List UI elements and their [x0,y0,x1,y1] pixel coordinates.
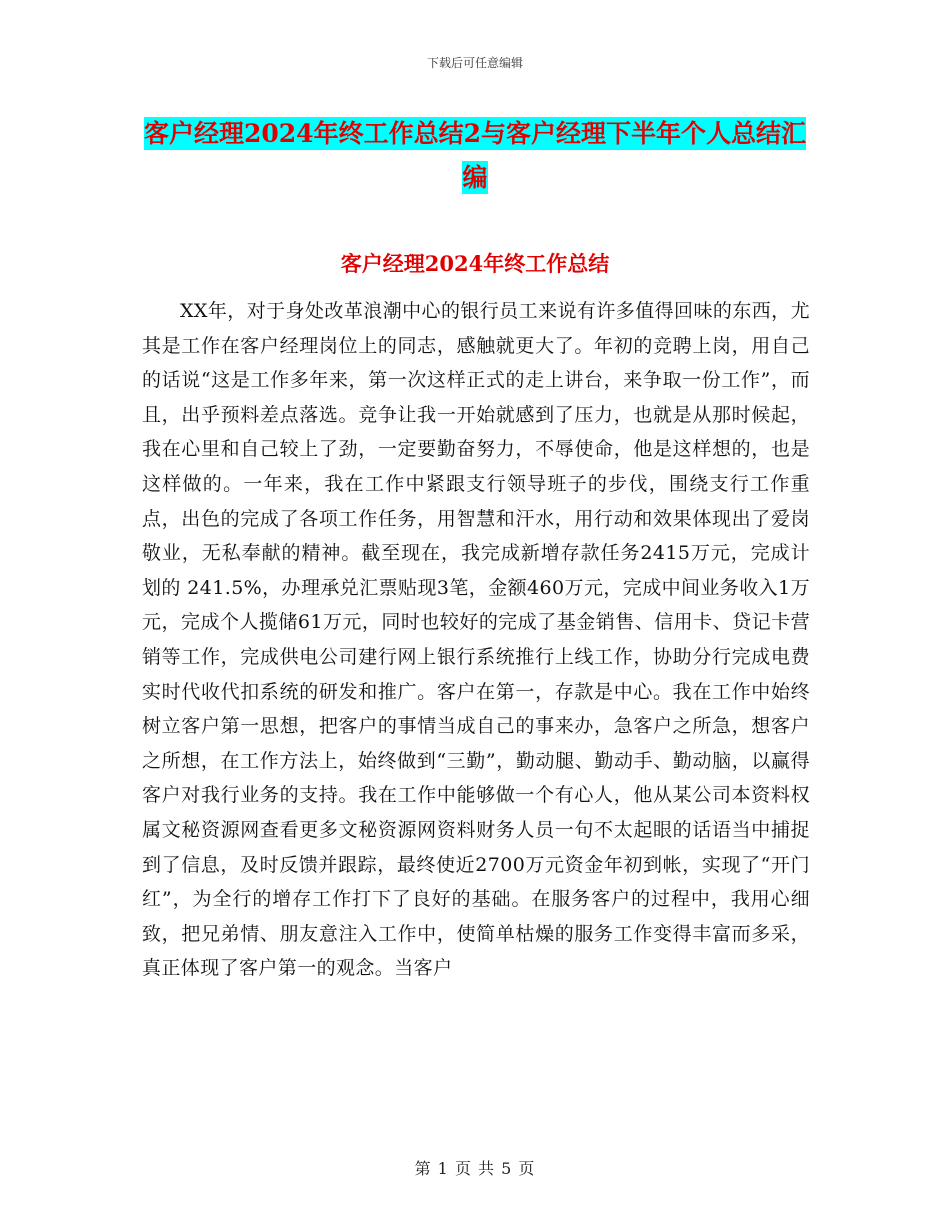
document-title-text: 客户经理2024年终工作总结2与客户经理下半年个人总结汇编 [144,119,806,192]
section-title: 客户经理2024年终工作总结 [340,251,610,276]
page-footer: 第 1 页 共 5 页 [414,1159,536,1178]
body-paragraph: XX年，对于身处改革浪潮中心的银行员工来说有许多值得回味的东西，尤其是工作在客户经理岗位上的同志，感触就更大了。年初的竞聘上岗，用自己的话说“这是工作多年来，第一次这样正式的走上讲台，来争取一份工作”，而且，出乎预料差点落选。竞争让我一开始就感到了压力，也就是从那时候起，我在心里和自己较上了劲，一定要勤奋努力，不辱使命，他是这样想的，也是这样做的。一年来，我在工作中紧跟支行领导班子的步伐，围绕支行工作重点，出色的完成了各项工作任务，用智慧和汗水，用行动和效果体现出了爱岗敬业，无私奉献的精神。截至现在，我完成新增存款任务2415万元，完成计划的 241.5%，办理承兑汇票贴现3笔，金额460万元，完成中间业务收入1万元，完成个人揽储61万元，同时也较好的完成了基金销售、信用卡、贷记卡营销等工作，完成供电公司建行网上银行系统推行上线工作，协助分行完成电费实时代收代扣系统的研发和推广。客户在第一，存款是中心。我在工作中始终树立客户第一思想，把客户的事情当成自己的事来办，急客户之所急，想客户之所想，在工作方法上，始终做到“三勤”，勤动腿、勤动手、勤动脑，以赢得客户对我行业务的支持。我在工作中能够做一个有心人，他从某公司本资料权属文秘资源网查看更多文秘资源网资料财务人员一句不太起眼的话语当中捕捉到了信息，及时反馈并跟踪，最终使近2700万元资金年初到帐，实现了“开门红”，为全行的增存工作打下了良好的基础。在服务客户的过程中，我用心细致，把兄弟情、朋友意注入工作中，使简单枯燥的服务工作变得丰富而多采，真正体现了客户第一的观念。当客户 [142,300,810,980]
document-title [140,112,810,200]
header-note: 下载后可任意编辑 [426,56,523,70]
